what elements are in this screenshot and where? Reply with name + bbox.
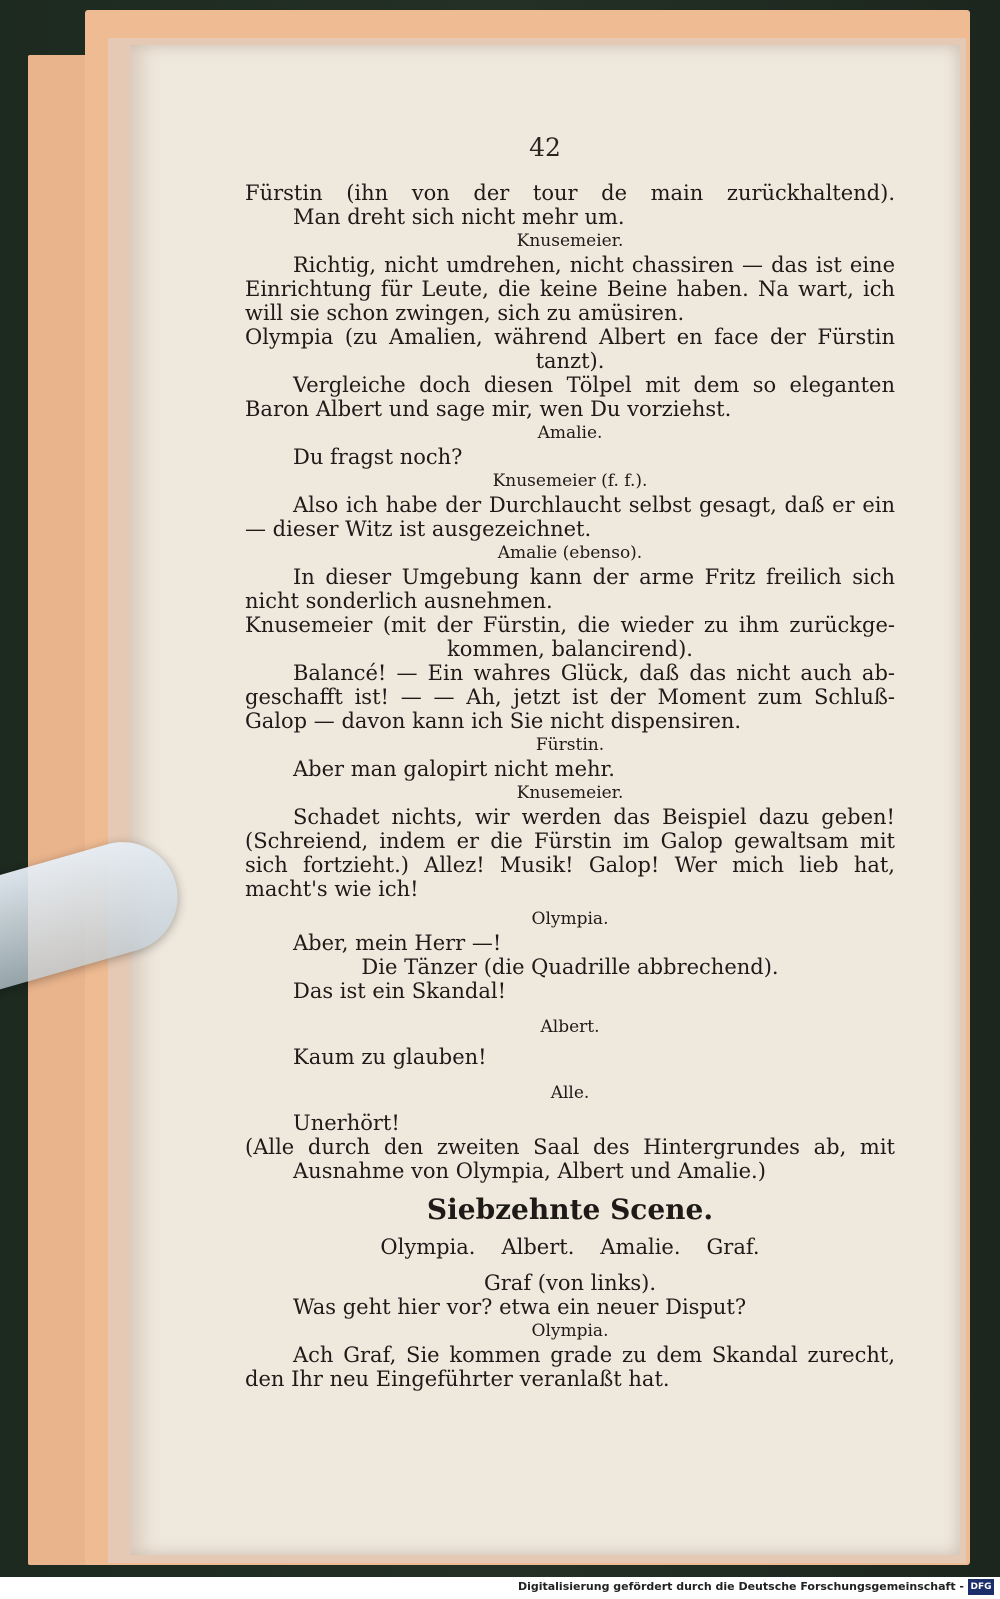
dialogue-block xyxy=(245,181,895,1183)
person-name: Graf. xyxy=(706,1235,760,1259)
text-line: Das ist ein Skandal! xyxy=(293,979,507,1003)
text-line: kommen, balancirend). xyxy=(446,637,693,661)
text-line: Man dreht sich nicht mehr um. xyxy=(293,205,625,229)
text-line: Richtig, nicht umdrehen, nicht chassiren — das ist eine xyxy=(293,253,895,277)
dialogue-block-2 xyxy=(245,1271,895,1391)
text-line: Knusemeier. xyxy=(516,231,624,251)
text-line: Baron Albert und sage mir, wen Du vorziehst. xyxy=(245,397,732,421)
text-line: Olympia. xyxy=(531,909,609,929)
text-line: tanzt). xyxy=(535,349,605,373)
text-line: Olympia (zu Amalien, während Albert en face der Fürstin xyxy=(245,325,895,349)
text-line: Fürstin. xyxy=(535,735,605,755)
person-name: Olympia. xyxy=(380,1235,476,1259)
text-line: Olympia. xyxy=(531,1321,609,1341)
text-line: Unerhört! xyxy=(293,1111,400,1135)
text-line: Aber man galopirt nicht mehr. xyxy=(293,757,615,781)
text-line: (Schreiend, indem er die Fürstin im Galop gewaltsam mit xyxy=(245,829,895,853)
dfg-logo: DFG xyxy=(968,1579,994,1595)
text-line: Ausnahme von Olympia, Albert und Amalie.) xyxy=(293,1159,766,1183)
person-name: Albert. xyxy=(501,1235,575,1259)
footer-credit: Digitalisierung gefördert durch die Deutsche Forschungsgemeinschaft - xyxy=(517,1580,964,1593)
page-text xyxy=(245,181,895,1391)
text-line: Knusemeier. xyxy=(516,783,624,803)
text-line: Balancé! — Ein wahres Glück, daß das nicht auch ab- xyxy=(293,661,895,685)
text-line: geschafft ist! — — Ah, jetzt ist der Moment zum Schluß- xyxy=(245,685,895,709)
text-line: Vergleiche doch diesen Tölpel mit dem so eleganten xyxy=(293,373,895,397)
text-line: Alle. xyxy=(550,1083,590,1103)
text-line: Graf (von links). xyxy=(483,1271,656,1295)
text-line: den Ihr neu Eingeführter veranlaßt hat. xyxy=(245,1367,670,1391)
text-line: sich fortzieht.) Allez! Musik! Galop! Wer mich lieb hat, xyxy=(245,853,895,877)
book-page xyxy=(130,45,960,1555)
text-line: — dieser Witz ist ausgezeichnet. xyxy=(245,517,592,541)
text-line: Amalie (ebenso). xyxy=(497,543,643,563)
text-line: Amalie. xyxy=(537,423,603,443)
text-line: nicht sonderlich ausnehmen. xyxy=(245,589,553,613)
text-line: Schadet nichts, wir werden das Beispiel dazu geben! xyxy=(293,805,895,829)
text-line: Ach Graf, Sie kommen grade zu dem Skandal zurecht, xyxy=(293,1343,895,1367)
person-name: Amalie. xyxy=(600,1235,681,1259)
text-line: Albert. xyxy=(540,1017,600,1037)
scene-persons xyxy=(245,1235,895,1259)
text-line: Galop — davon kann ich Sie nicht dispensiren. xyxy=(245,709,742,733)
scene-heading: Siebzehnte Scene. xyxy=(426,1193,714,1226)
page-number: 42 xyxy=(529,133,561,162)
text-line: In dieser Umgebung kann der arme Fritz freilich sich xyxy=(293,565,895,589)
text-line: Die Tänzer (die Quadrille abbrechend). xyxy=(361,955,779,979)
text-line: Knusemeier (f. f.). xyxy=(492,471,648,491)
text-line: Du fragst noch? xyxy=(293,445,463,469)
text-line: (Alle durch den zweiten Saal des Hintergrundes ab, mit xyxy=(245,1135,895,1159)
text-line: Was geht hier vor? etwa ein neuer Disput? xyxy=(293,1295,747,1319)
text-line: Also ich habe der Durchlaucht selbst gesagt, daß er ein xyxy=(293,493,895,517)
text-line: Aber, mein Herr —! xyxy=(293,931,502,955)
text-line: Knusemeier (mit der Fürstin, die wieder zu ihm zurückge- xyxy=(245,613,895,637)
text-line: Fürstin (ihn von der tour de main zurückhaltend). xyxy=(245,181,895,205)
text-line: Kaum zu glauben! xyxy=(293,1045,487,1069)
text-line: macht's wie ich! xyxy=(245,877,419,901)
text-line: will sie schon zwingen, sich zu amüsiren. xyxy=(245,301,685,325)
text-line: Einrichtung für Leute, die keine Beine haben. Na wart, ich xyxy=(245,277,895,301)
